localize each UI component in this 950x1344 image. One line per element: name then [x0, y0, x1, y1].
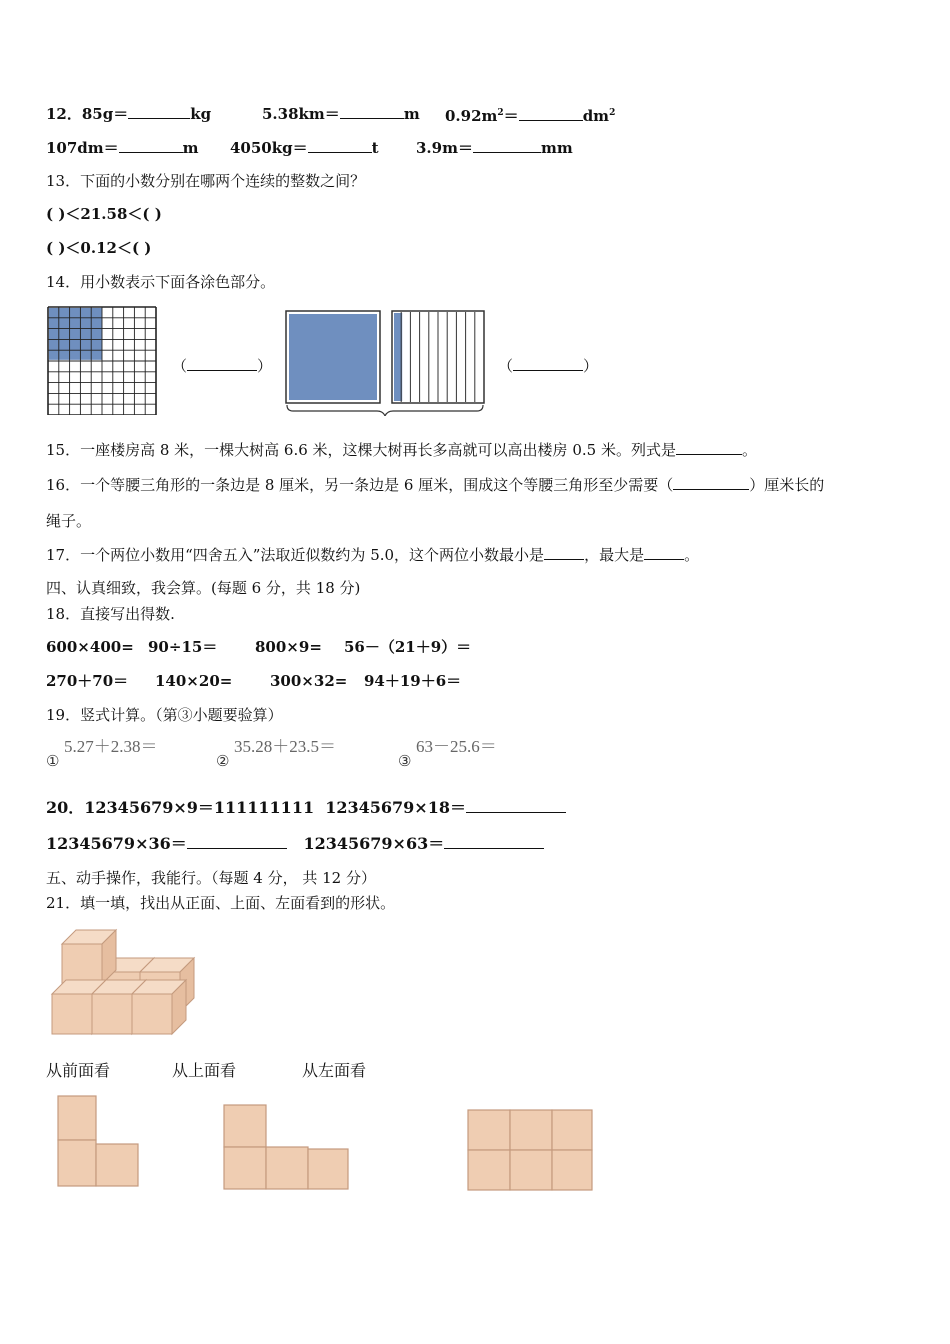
view-square	[308, 1149, 348, 1189]
q12-item2: 5.38km＝ m	[262, 105, 420, 123]
cube	[132, 980, 186, 1034]
q13-question: 13．下面的小数分别在哪两个连续的整数之间？	[46, 172, 366, 190]
q18-r2-c2: 140×20=	[155, 672, 233, 690]
q13-line1: ( )＜21.58＜( )	[46, 205, 162, 223]
q14-question: 14．用小数表示下面各涂色部分。	[46, 273, 276, 291]
answer-blank[interactable]	[340, 104, 404, 119]
answer-blank[interactable]	[308, 138, 372, 153]
cube-stack-figure	[48, 926, 208, 1038]
q18-r2-c1: 270＋70＝	[46, 672, 129, 690]
answer-blank[interactable]	[676, 440, 742, 455]
view-square	[58, 1140, 96, 1186]
answer-blank[interactable]	[519, 106, 583, 121]
cube	[62, 930, 116, 984]
hundred-grid	[48, 307, 156, 415]
view-square	[510, 1110, 552, 1150]
shaded-region	[49, 308, 102, 360]
q19-mark-3: ③	[398, 752, 412, 770]
unit-and-tenths-figure	[282, 308, 488, 416]
q21-question: 21．填一填，找出从正面、上面、左面看到的形状。	[46, 894, 396, 912]
q14-answer-1: （ ）	[172, 357, 273, 375]
q17-question: 17．一个两位小数用“四舍五入”法取近似数约为 5.0，这个两位小数最小是 ，最大是 。	[46, 546, 700, 564]
section-5-title: 五、动手操作，我能行。（每题 4 分， 共 12 分）	[46, 869, 376, 887]
q12-row1: 12．85g＝ kg	[46, 105, 212, 123]
q20-line2: 12345679×36＝ 12345679×63＝	[46, 834, 544, 853]
view-square	[96, 1144, 138, 1186]
q19-expr-2: 35.28＋23.5＝	[234, 737, 336, 756]
brace	[287, 405, 483, 416]
q18-r2-c3: 300×32=	[270, 672, 348, 690]
answer-blank[interactable]	[187, 356, 257, 371]
q19-expr-3: 63－25.6＝	[416, 737, 497, 756]
q15-question: 15．一座楼房高 8 米，一棵大树高 6.6 米，这棵大树再长多高就可以高出楼房 0.5 米。列式是 。	[46, 441, 757, 459]
answer-blank[interactable]	[187, 834, 287, 849]
q12-row2-item2: 4050kg＝ t	[230, 139, 379, 157]
view-square	[552, 1150, 592, 1190]
section-4-title: 四、认真细致，我会算。(每题 6 分，共 18 分)	[46, 579, 361, 597]
hundred-grid-figure	[46, 305, 160, 415]
q18-r1-c2: 90÷15＝	[148, 638, 218, 656]
q18-r1-c4: 56－（21＋9）＝	[344, 638, 472, 656]
q18-r2-c4: 94＋19＋6＝	[364, 672, 462, 690]
q16-question: 16．一个等腰三角形的一条边是 8 厘米，另一条边是 6 厘米，围成这个等腰三角形至少需要（ ）厘米长的	[46, 476, 825, 494]
q12-row2-item3: 3.9m＝ mm	[416, 139, 573, 157]
q13-line2: ( )＜0.12＜( )	[46, 239, 152, 257]
q19-question: 19．竖式计算。（第③小题要验算）	[46, 706, 283, 724]
label-front-view: 从前面看	[46, 1061, 111, 1080]
q20-line1: 20．12345679×9＝111111111 12345679×18＝	[46, 798, 566, 817]
view-square	[224, 1105, 266, 1147]
cube-stack	[52, 930, 194, 1034]
answer-blank[interactable]	[473, 138, 541, 153]
answer-blank[interactable]	[128, 104, 190, 119]
unit-square-shaded	[289, 314, 377, 400]
q18-question: 18．直接写出得数.	[46, 605, 175, 623]
view-square	[552, 1110, 592, 1150]
answer-blank[interactable]	[544, 545, 584, 560]
answer-blank[interactable]	[466, 798, 566, 813]
q18-r1-c1: 600×400=	[46, 638, 134, 656]
q12-row2-item1: 107dm＝ m	[46, 139, 199, 157]
q19-mark-2: ②	[216, 752, 230, 770]
answer-blank[interactable]	[644, 545, 684, 560]
q16-line2: 绳子。	[46, 512, 92, 530]
q12-number: 12．	[46, 105, 82, 123]
label-top-view: 从上面看	[172, 1061, 237, 1080]
label-left-view: 从左面看	[302, 1061, 367, 1080]
answer-blank[interactable]	[513, 356, 583, 371]
view-square	[468, 1150, 510, 1190]
view-square	[224, 1147, 266, 1189]
top-view-shape	[220, 1103, 354, 1193]
view-square	[468, 1110, 510, 1150]
view-square	[58, 1096, 96, 1140]
view-square	[266, 1147, 308, 1189]
q18-r1-c3: 800×9=	[255, 638, 322, 656]
q19-expr-1: 5.27＋2.38＝	[64, 737, 158, 756]
answer-blank[interactable]	[673, 475, 749, 490]
left-view-shape	[464, 1106, 596, 1194]
answer-blank[interactable]	[444, 834, 544, 849]
view-square	[510, 1150, 552, 1190]
front-view-shape	[54, 1094, 144, 1190]
answer-blank[interactable]	[119, 138, 183, 153]
q19-mark-1: ①	[46, 752, 60, 770]
q12-item3: $0.92m^2= dm^2$	[445, 107, 616, 125]
q14-answer-2: （ ）	[498, 357, 599, 375]
